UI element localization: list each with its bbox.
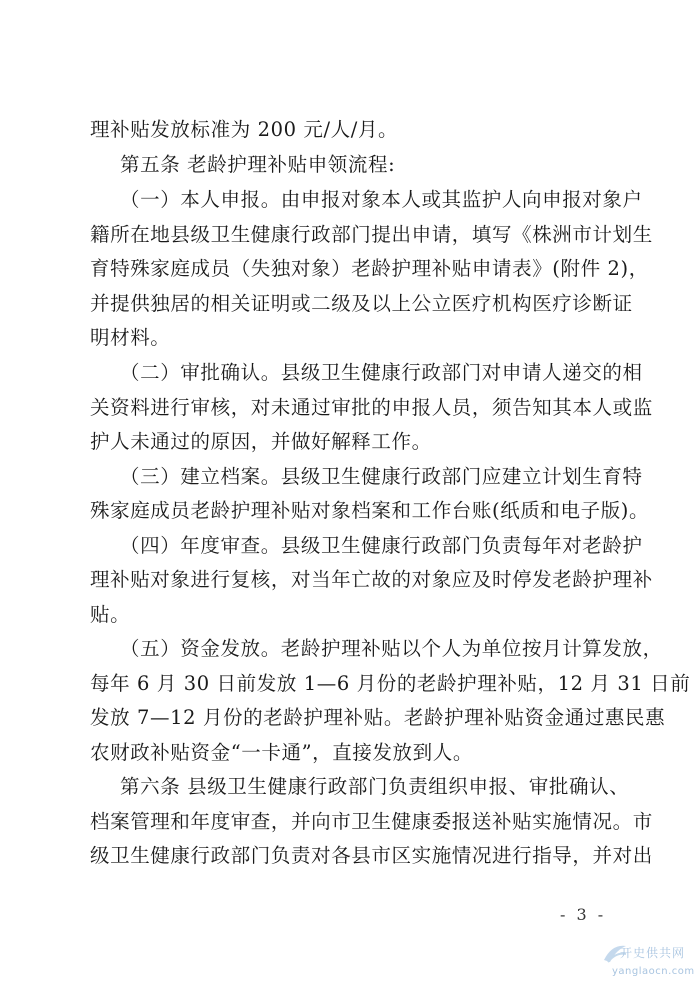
watermark bbox=[600, 942, 700, 990]
text-line: 育特殊家庭成员（失独对象）老龄护理补贴申请表》(附件 2)， bbox=[90, 257, 649, 280]
watermark-url: yanglaocn.com bbox=[612, 966, 695, 977]
text-line: 护人未通过的原因，并做好解释工作。 bbox=[90, 430, 432, 453]
article-heading: 第五条 老龄护理补贴申领流程: bbox=[120, 153, 396, 176]
text-line: 籍所在地县级卫生健康行政部门提出申请，填写《株洲市计划生 bbox=[90, 223, 653, 246]
page-number: - 3 - bbox=[560, 905, 607, 924]
text-line: 发放 7—12 月份的老龄护理补贴。老龄护理补贴资金通过惠民惠 bbox=[90, 706, 666, 729]
text-line: 明材料。 bbox=[90, 326, 171, 349]
text-line: 关资料进行审核，对未通过审批的申报人员，须告知其本人或监 bbox=[90, 396, 653, 419]
text-line: 理补贴发放标准为 200 元/人/月。 bbox=[90, 118, 399, 141]
text-line: （四）年度审查。县级卫生健康行政部门负责每年对老龄护 bbox=[120, 534, 643, 557]
text-line: 并提供独居的相关证明或二级及以上公立医疗机构医疗诊断证 bbox=[90, 292, 633, 315]
text-line: 级卫生健康行政部门负责对各县市区实施情况进行指导，并对出 bbox=[90, 844, 653, 867]
text-line: 档案管理和年度审查，并向市卫生健康委报送补贴实施情况。市 bbox=[90, 810, 653, 833]
text-line: 殊家庭成员老龄护理补贴对象档案和工作台账(纸质和电子版)。 bbox=[90, 499, 650, 522]
text-line: 农财政补贴资金“一卡通”，直接发放到人。 bbox=[90, 741, 473, 764]
text-line: 理补贴对象进行复核，对当年亡故的对象应及时停发老龄护理补 bbox=[90, 568, 653, 591]
text-line: （一）本人申报。由申报对象本人或其监护人向申报对象户 bbox=[120, 188, 643, 211]
text-line: （二）审批确认。县级卫生健康行政部门对申请人递交的相 bbox=[120, 361, 643, 384]
text-line: （五）资金发放。老龄护理补贴以个人为单位按月计算发放， bbox=[120, 637, 663, 660]
watermark-text: 开史供共网 bbox=[620, 946, 686, 960]
text-line: 每年 6 月 30 日前发放 1—6 月份的老龄护理补贴，12 月 31 日前 bbox=[90, 672, 691, 695]
text-line: （三）建立档案。县级卫生健康行政部门应建立计划生育特 bbox=[120, 465, 643, 488]
text-line: 贴。 bbox=[90, 603, 131, 626]
article-heading: 第六条 县级卫生健康行政部门负责组织申报、审批确认、 bbox=[120, 775, 630, 798]
